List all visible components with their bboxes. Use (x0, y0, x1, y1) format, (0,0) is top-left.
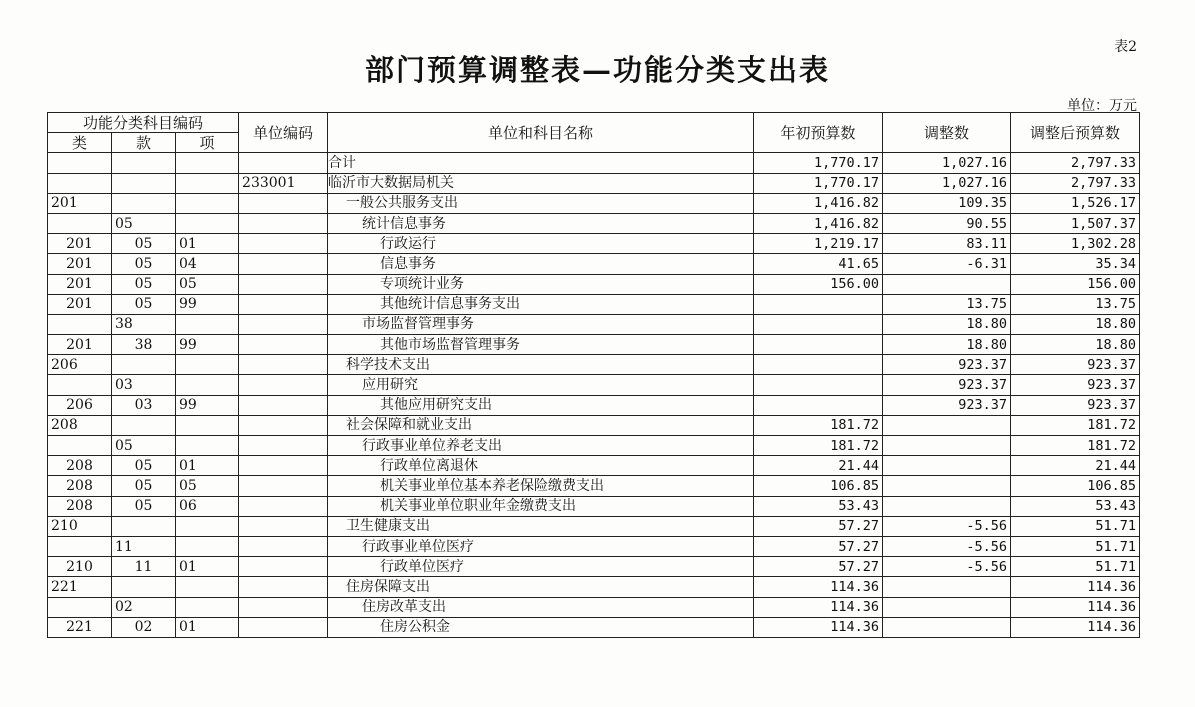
header-lei: 类 (48, 133, 112, 153)
table-row (48, 456, 1140, 476)
cell-adjustment: 1,027.16 (883, 173, 1011, 193)
cell-adjusted-budget: 18.80 (1011, 335, 1140, 355)
cell-lei (48, 436, 112, 456)
cell-name: 机关事业单位基本养老保险缴费支出 (328, 476, 754, 496)
cell-lei: 210 (48, 557, 112, 577)
cell-initial-budget: 1,416.82 (754, 213, 883, 233)
cell-adjusted-budget: 21.44 (1011, 456, 1140, 476)
cell-adjusted-budget: 35.34 (1011, 254, 1140, 274)
cell-adjustment (883, 597, 1011, 617)
cell-lei (48, 213, 112, 233)
table-row (48, 173, 1140, 193)
cell-lei: 208 (48, 476, 112, 496)
cell-kuan: 05 (112, 254, 176, 274)
table-row (48, 375, 1140, 395)
cell-initial-budget (754, 294, 883, 314)
cell-adjusted-budget: 923.37 (1011, 395, 1140, 415)
cell-initial-budget: 1,416.82 (754, 193, 883, 213)
cell-name: 住房改革支出 (328, 597, 754, 617)
cell-initial-budget: 114.36 (754, 577, 883, 597)
cell-name: 卫生健康支出 (328, 516, 754, 536)
header-name: 单位和科目名称 (328, 113, 754, 153)
cell-initial-budget: 181.72 (754, 415, 883, 435)
cell-kuan: 38 (112, 335, 176, 355)
cell-adjustment: 83.11 (883, 234, 1011, 254)
cell-lei: 208 (48, 415, 112, 435)
cell-lei: 201 (48, 193, 112, 213)
cell-adjusted-budget: 1,302.28 (1011, 234, 1140, 254)
cell-xiang: 01 (176, 557, 239, 577)
cell-kuan: 05 (112, 234, 176, 254)
cell-name: 合计 (328, 153, 754, 173)
cell-lei (48, 536, 112, 556)
cell-adjusted-budget: 2,797.33 (1011, 173, 1140, 193)
cell-adjusted-budget: 114.36 (1011, 617, 1140, 637)
cell-unit-code (239, 436, 328, 456)
cell-xiang: 01 (176, 234, 239, 254)
table-row (48, 577, 1140, 597)
cell-adjusted-budget: 114.36 (1011, 597, 1140, 617)
cell-initial-budget: 41.65 (754, 254, 883, 274)
cell-name: 专项统计业务 (328, 274, 754, 294)
cell-lei (48, 597, 112, 617)
cell-unit-code (239, 617, 328, 637)
header-adjusted-budget: 调整后预算数 (1011, 113, 1140, 153)
unit-label: 单位：万元 (1067, 98, 1137, 114)
cell-kuan (112, 516, 176, 536)
header-initial-budget: 年初预算数 (754, 113, 883, 153)
cell-xiang (176, 516, 239, 536)
cell-xiang: 04 (176, 254, 239, 274)
cell-unit-code (239, 597, 328, 617)
cell-initial-budget: 1,770.17 (754, 173, 883, 193)
cell-unit-code (239, 476, 328, 496)
cell-adjustment: 923.37 (883, 395, 1011, 415)
cell-xiang: 05 (176, 476, 239, 496)
cell-adjustment: 13.75 (883, 294, 1011, 314)
cell-kuan: 11 (112, 536, 176, 556)
cell-adjusted-budget: 53.43 (1011, 496, 1140, 516)
cell-adjusted-budget: 156.00 (1011, 274, 1140, 294)
cell-adjusted-budget: 181.72 (1011, 436, 1140, 456)
cell-kuan: 05 (112, 456, 176, 476)
cell-unit-code (239, 536, 328, 556)
cell-xiang: 99 (176, 395, 239, 415)
cell-adjustment (883, 415, 1011, 435)
table-number: 表2 (1114, 39, 1137, 55)
cell-xiang (176, 375, 239, 395)
cell-initial-budget (754, 375, 883, 395)
cell-xiang (176, 153, 239, 173)
cell-initial-budget: 181.72 (754, 436, 883, 456)
cell-name: 应用研究 (328, 375, 754, 395)
cell-initial-budget (754, 355, 883, 375)
cell-kuan: 38 (112, 314, 176, 334)
cell-unit-code (239, 415, 328, 435)
cell-adjusted-budget: 18.80 (1011, 314, 1140, 334)
cell-adjusted-budget: 1,507.37 (1011, 213, 1140, 233)
cell-lei (48, 375, 112, 395)
cell-name: 社会保障和就业支出 (328, 415, 754, 435)
cell-name: 行政事业单位养老支出 (328, 436, 754, 456)
cell-kuan: 05 (112, 213, 176, 233)
cell-kuan: 02 (112, 617, 176, 637)
table-row (48, 254, 1140, 274)
cell-xiang (176, 597, 239, 617)
cell-xiang (176, 193, 239, 213)
cell-adjusted-budget: 114.36 (1011, 577, 1140, 597)
table-row (48, 476, 1140, 496)
cell-adjusted-budget: 51.71 (1011, 557, 1140, 577)
cell-adjustment (883, 577, 1011, 597)
cell-kuan: 05 (112, 476, 176, 496)
cell-lei (48, 153, 112, 173)
cell-adjustment: 1,027.16 (883, 153, 1011, 173)
cell-adjustment: -5.56 (883, 516, 1011, 536)
cell-xiang (176, 355, 239, 375)
cell-adjusted-budget: 923.37 (1011, 375, 1140, 395)
cell-adjusted-budget: 13.75 (1011, 294, 1140, 314)
cell-initial-budget (754, 395, 883, 415)
cell-xiang (176, 213, 239, 233)
cell-name: 临沂市大数据局机关 (328, 173, 754, 193)
cell-lei: 201 (48, 294, 112, 314)
cell-kuan (112, 415, 176, 435)
cell-name: 其他市场监督管理事务 (328, 335, 754, 355)
cell-initial-budget: 57.27 (754, 516, 883, 536)
table-row (48, 335, 1140, 355)
cell-initial-budget: 114.36 (754, 617, 883, 637)
cell-initial-budget: 57.27 (754, 557, 883, 577)
cell-kuan: 05 (112, 496, 176, 516)
cell-unit-code (239, 153, 328, 173)
table-row (48, 193, 1140, 213)
cell-name: 住房公积金 (328, 617, 754, 637)
table-row (48, 415, 1140, 435)
cell-kuan (112, 153, 176, 173)
cell-adjustment: 90.55 (883, 213, 1011, 233)
cell-unit-code (239, 274, 328, 294)
cell-adjustment: -5.56 (883, 536, 1011, 556)
cell-kuan: 03 (112, 395, 176, 415)
table-row (48, 597, 1140, 617)
cell-lei: 208 (48, 496, 112, 516)
table-row (48, 355, 1140, 375)
table-row (48, 274, 1140, 294)
header-func-code: 功能分类科目编码 (48, 113, 239, 133)
header-unit-code: 单位编码 (239, 113, 328, 153)
table-header (48, 113, 1140, 153)
cell-unit-code (239, 314, 328, 334)
cell-kuan (112, 355, 176, 375)
cell-initial-budget: 1,219.17 (754, 234, 883, 254)
cell-lei: 208 (48, 456, 112, 476)
cell-xiang: 06 (176, 496, 239, 516)
cell-unit-code (239, 577, 328, 597)
cell-lei: 210 (48, 516, 112, 536)
cell-xiang: 01 (176, 456, 239, 476)
table-row (48, 557, 1140, 577)
cell-initial-budget (754, 314, 883, 334)
cell-unit-code (239, 335, 328, 355)
cell-kuan: 05 (112, 294, 176, 314)
cell-kuan: 02 (112, 597, 176, 617)
table-row (48, 395, 1140, 415)
cell-xiang: 99 (176, 335, 239, 355)
cell-adjusted-budget: 923.37 (1011, 355, 1140, 375)
table-row (48, 516, 1140, 536)
cell-adjusted-budget: 181.72 (1011, 415, 1140, 435)
header-xiang: 项 (176, 133, 239, 153)
table-row (48, 436, 1140, 456)
cell-initial-budget: 1,770.17 (754, 153, 883, 173)
cell-adjustment: 18.80 (883, 314, 1011, 334)
cell-unit-code (239, 234, 328, 254)
table-row (48, 536, 1140, 556)
cell-name: 行政单位离退休 (328, 456, 754, 476)
table-row (48, 153, 1140, 173)
cell-adjustment: 923.37 (883, 375, 1011, 395)
cell-unit-code (239, 456, 328, 476)
cell-kuan (112, 577, 176, 597)
cell-name: 行政事业单位医疗 (328, 536, 754, 556)
cell-adjusted-budget: 51.71 (1011, 516, 1140, 536)
cell-name: 统计信息事务 (328, 213, 754, 233)
cell-lei: 201 (48, 335, 112, 355)
cell-name: 一般公共服务支出 (328, 193, 754, 213)
cell-initial-budget: 53.43 (754, 496, 883, 516)
table-body (48, 153, 1140, 638)
cell-unit-code (239, 516, 328, 536)
cell-unit-code: 233001 (239, 173, 328, 193)
cell-adjusted-budget: 1,526.17 (1011, 193, 1140, 213)
cell-unit-code (239, 294, 328, 314)
cell-lei (48, 173, 112, 193)
cell-xiang (176, 173, 239, 193)
cell-adjusted-budget: 51.71 (1011, 536, 1140, 556)
cell-lei: 221 (48, 617, 112, 637)
table-row (48, 617, 1140, 637)
cell-adjustment (883, 617, 1011, 637)
table-row (48, 234, 1140, 254)
cell-kuan: 11 (112, 557, 176, 577)
cell-lei: 206 (48, 395, 112, 415)
cell-initial-budget: 106.85 (754, 476, 883, 496)
cell-name: 行政单位医疗 (328, 557, 754, 577)
cell-adjustment (883, 274, 1011, 294)
cell-name: 机关事业单位职业年金缴费支出 (328, 496, 754, 516)
cell-unit-code (239, 213, 328, 233)
cell-adjustment (883, 436, 1011, 456)
cell-lei: 201 (48, 274, 112, 294)
cell-unit-code (239, 355, 328, 375)
cell-initial-budget: 156.00 (754, 274, 883, 294)
cell-initial-budget: 57.27 (754, 536, 883, 556)
cell-name: 住房保障支出 (328, 577, 754, 597)
cell-adjusted-budget: 106.85 (1011, 476, 1140, 496)
cell-xiang (176, 577, 239, 597)
table-row (48, 314, 1140, 334)
cell-xiang: 99 (176, 294, 239, 314)
header-kuan: 款 (112, 133, 176, 153)
cell-name: 科学技术支出 (328, 355, 754, 375)
cell-kuan: 05 (112, 274, 176, 294)
cell-initial-budget: 21.44 (754, 456, 883, 476)
cell-xiang (176, 415, 239, 435)
cell-unit-code (239, 496, 328, 516)
budget-table (47, 112, 1140, 638)
cell-unit-code (239, 375, 328, 395)
cell-xiang (176, 436, 239, 456)
cell-adjustment: 109.35 (883, 193, 1011, 213)
table-row (48, 213, 1140, 233)
cell-kuan (112, 173, 176, 193)
cell-name: 信息事务 (328, 254, 754, 274)
cell-adjustment: -5.56 (883, 557, 1011, 577)
cell-unit-code (239, 395, 328, 415)
cell-unit-code (239, 557, 328, 577)
cell-kuan (112, 193, 176, 213)
cell-name: 其他应用研究支出 (328, 395, 754, 415)
cell-initial-budget (754, 335, 883, 355)
table-row (48, 496, 1140, 516)
cell-initial-budget: 114.36 (754, 597, 883, 617)
cell-adjusted-budget: 2,797.33 (1011, 153, 1140, 173)
cell-kuan: 05 (112, 436, 176, 456)
cell-lei: 221 (48, 577, 112, 597)
cell-unit-code (239, 193, 328, 213)
cell-lei: 206 (48, 355, 112, 375)
cell-adjustment: 923.37 (883, 355, 1011, 375)
cell-name: 其他统计信息事务支出 (328, 294, 754, 314)
table-row (48, 294, 1140, 314)
cell-adjustment (883, 476, 1011, 496)
cell-name: 市场监督管理事务 (328, 314, 754, 334)
cell-adjustment: -6.31 (883, 254, 1011, 274)
cell-lei (48, 314, 112, 334)
cell-unit-code (239, 254, 328, 274)
cell-name: 行政运行 (328, 234, 754, 254)
cell-kuan: 03 (112, 375, 176, 395)
cell-xiang (176, 536, 239, 556)
header-adjustment: 调整数 (883, 113, 1011, 153)
cell-lei: 201 (48, 234, 112, 254)
cell-lei: 201 (48, 254, 112, 274)
cell-xiang (176, 314, 239, 334)
cell-adjustment (883, 456, 1011, 476)
cell-adjustment: 18.80 (883, 335, 1011, 355)
cell-xiang: 01 (176, 617, 239, 637)
cell-adjustment (883, 496, 1011, 516)
cell-xiang: 05 (176, 274, 239, 294)
document-title: 部门预算调整表—功能分类支出表 (364, 53, 830, 87)
